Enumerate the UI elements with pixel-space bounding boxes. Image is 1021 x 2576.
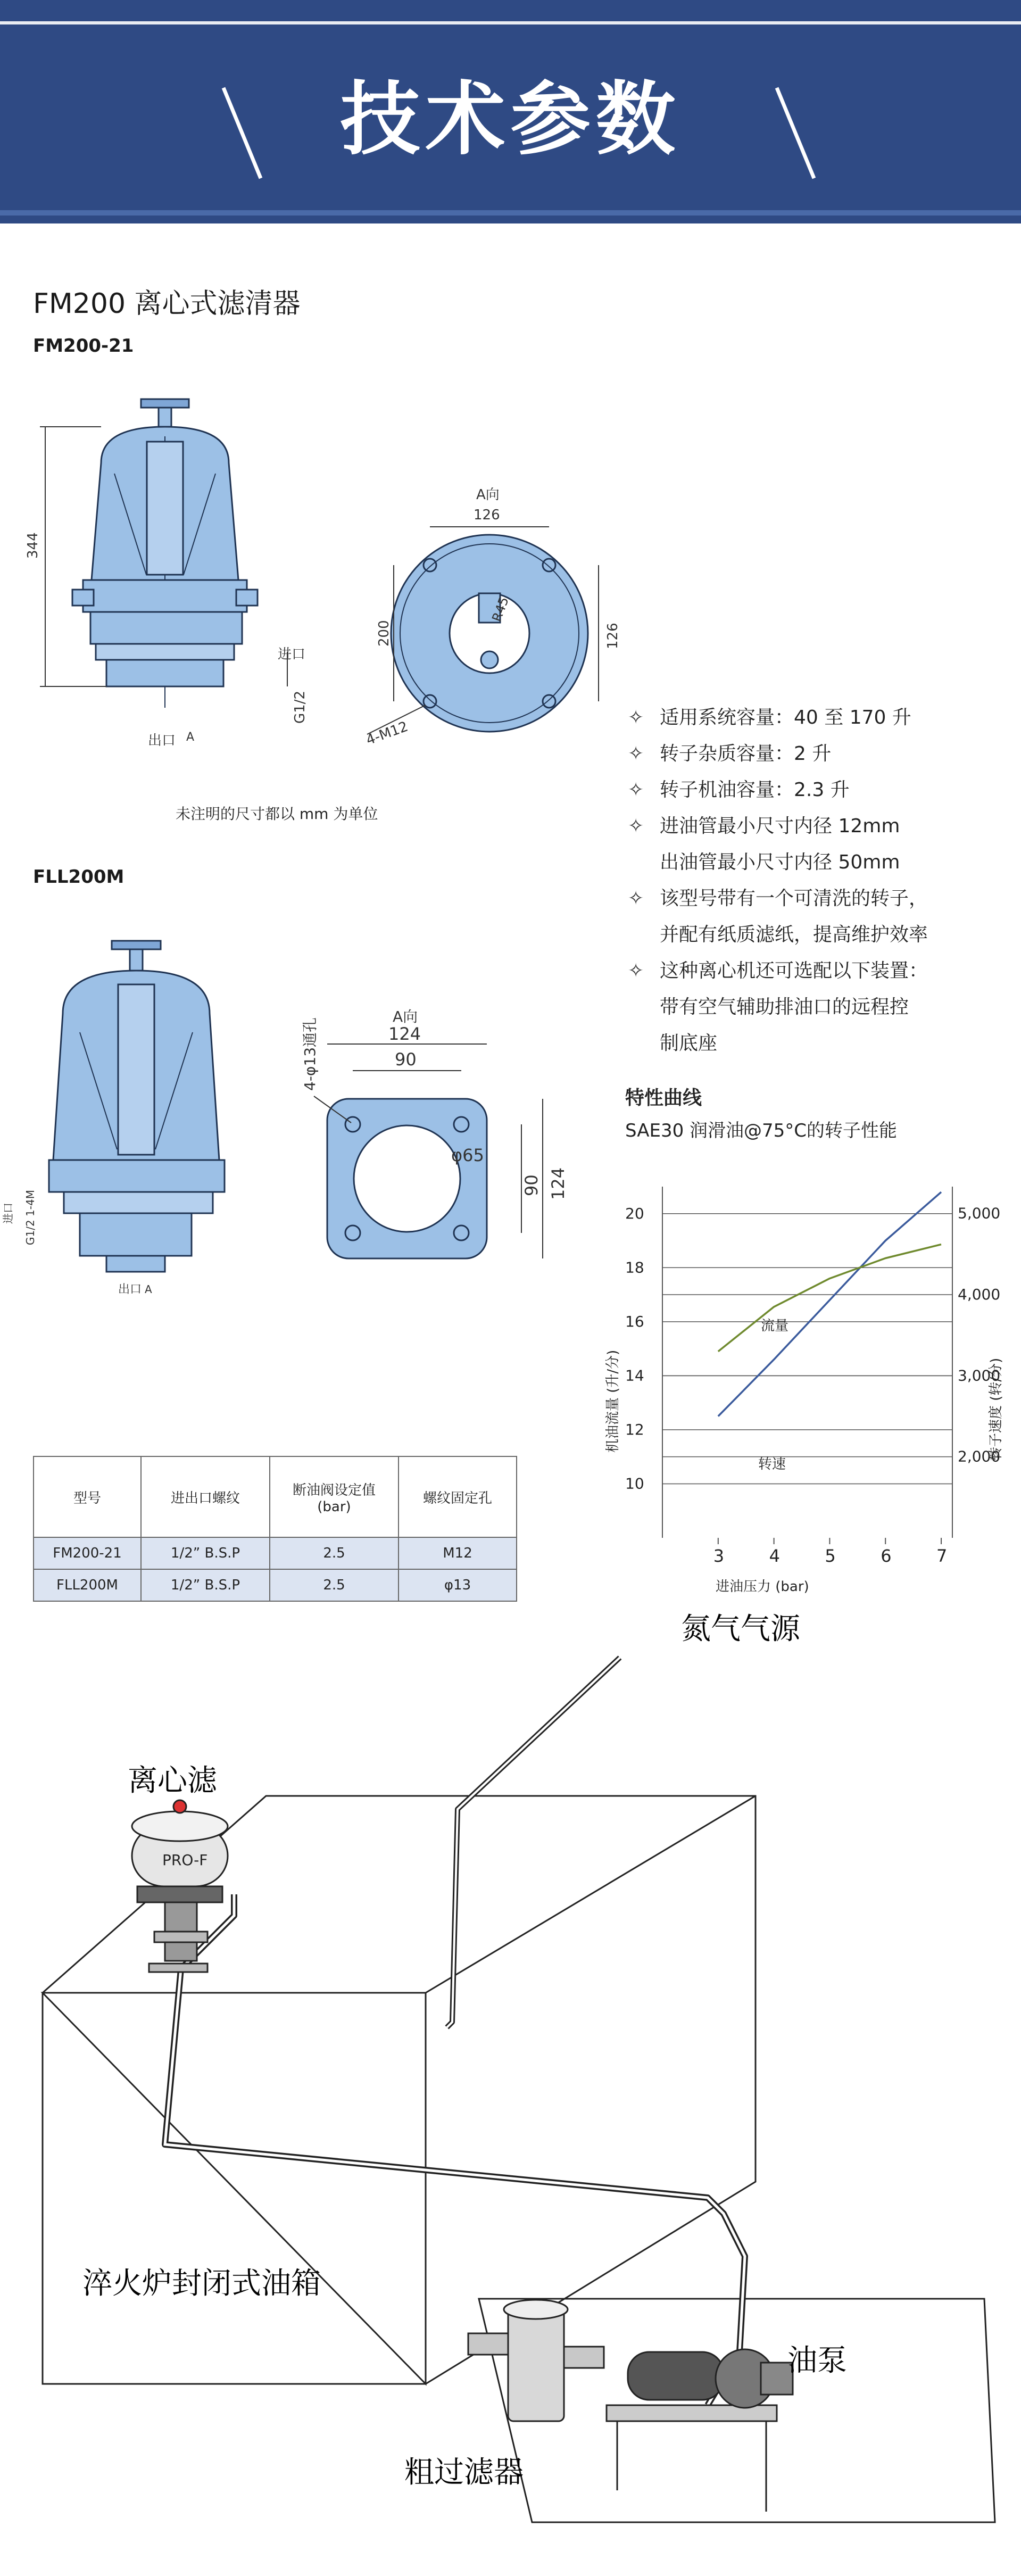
diamond-icon: ✧ [628, 779, 644, 801]
curve-subtitle: SAE30 润滑油@75°C的转子性能 [625, 1120, 898, 1141]
spec-list [628, 700, 1000, 1062]
fll-label-thread: G1/2 1-4M [24, 1190, 37, 1245]
diamond-icon: ✧ [628, 743, 644, 765]
fm200-dim-height: 344 [25, 532, 41, 559]
fm200-label-outlet: 出口 [148, 733, 176, 749]
spec-item: 制底座 [660, 1032, 718, 1054]
fm200-21-drawing [21, 383, 621, 756]
installation-diagram [0, 1596, 1021, 2576]
col-header: 断油阀设定值 (bar) [270, 1456, 399, 1537]
fll-dim-124-top: 124 [388, 1024, 421, 1044]
chart-x-tick-label: 3 [713, 1546, 725, 1566]
chart-ticks [625, 1205, 1000, 1566]
chart-y2-label: 转子速度 (转/分) [988, 1357, 1004, 1461]
fm200-label-outlet-a: A [186, 731, 195, 744]
chart-x-tick-label: 7 [936, 1546, 948, 1566]
chart-x-tick-label: 6 [881, 1546, 892, 1566]
spec-item: ✧ 这种离心机还可选配以下装置： [628, 953, 1000, 989]
fll-dim-holes: 4-φ13通孔 [301, 1017, 319, 1091]
table-cell: FLL200M [34, 1569, 141, 1601]
chart-y-label: 机油流量 (升/分) [605, 1349, 621, 1453]
unit-note: 未注明的尺寸都以 mm 为单位 [176, 805, 378, 823]
chart-series-label: 转速 [758, 1456, 786, 1472]
table-cell: φ13 [399, 1569, 517, 1601]
label-tank: 淬火炉封闭式油箱 [82, 2266, 321, 2301]
spec-item: 出油管最小尺寸内径 50mm [660, 851, 900, 873]
fm200-dim-126-top: 126 [474, 507, 500, 523]
fm200-side-view [72, 399, 258, 708]
table-cell: 1/2” B.S.P [141, 1569, 270, 1601]
chart-y2-tick-label: 3,000 [958, 1366, 1001, 1385]
brand-label: PRO-F [162, 1851, 208, 1869]
table-cell: 1/2” B.S.P [141, 1537, 270, 1569]
table-cell: 2.5 [270, 1537, 399, 1569]
fm200-top-view [391, 535, 588, 732]
col-header: 螺纹固定孔 [399, 1456, 517, 1537]
fll-label-direction: A向 [393, 1008, 418, 1025]
fll200m-side-view [49, 941, 225, 1272]
fm200-label-inlet: 进口 [278, 647, 306, 662]
chart-x-tick-label: 5 [825, 1546, 836, 1566]
diamond-icon: ✧ [628, 888, 644, 909]
product-title: FM200 离心式滤清器 [33, 288, 301, 320]
chart-x-label: 进油压力 (bar) [716, 1579, 809, 1595]
label-pump: 油泵 [787, 2343, 847, 2378]
fm200-dim-126-side: 126 [605, 623, 621, 649]
fll200m-heading: FLL200M [33, 866, 124, 888]
spec-item: 并配有纸质滤纸，提高维护效率 [660, 924, 928, 946]
spec-item: ✧ 该型号带有一个可清洗的转子， [628, 881, 1000, 917]
table-row [34, 1537, 517, 1569]
curve-heading: 特性曲线 [625, 1087, 702, 1109]
table-cell: FM200-21 [34, 1537, 141, 1569]
spec-item: ✧ 转子杂质容量：2 升 [628, 736, 1000, 772]
fll-label-inlet: 进口 [2, 1203, 14, 1224]
fll-label-outlet-a: A [145, 1283, 152, 1296]
chart-y-tick-label: 14 [625, 1366, 644, 1385]
spec-item: ✧ 转子机油容量：2.3 升 [628, 772, 1000, 808]
fll-label-outlet: 出口 [118, 1283, 142, 1296]
table-cell: M12 [399, 1537, 517, 1569]
chart-series-line-0 [718, 1192, 941, 1416]
label-coarse-filter: 粗过滤器 [404, 2455, 524, 2490]
col-header: 进出口螺纹 [141, 1456, 270, 1537]
chart-grid [662, 1187, 952, 1544]
table-header-row [34, 1456, 517, 1537]
chart-y-tick-label: 16 [625, 1312, 644, 1330]
fll200m-drawing [0, 926, 585, 1309]
label-centrifuge: 离心滤 [128, 1763, 217, 1798]
chart-series-line-1 [718, 1245, 941, 1352]
chart-y-tick-label: 10 [625, 1475, 644, 1493]
chart-x-tick-label: 4 [769, 1546, 780, 1566]
chart-y-tick-label: 20 [625, 1204, 644, 1222]
chart-y-tick-label: 12 [625, 1420, 644, 1438]
fll-dim-diam: φ65 [451, 1145, 484, 1165]
fll-dim-90-top: 90 [395, 1049, 417, 1070]
diamond-icon: ✧ [628, 707, 644, 728]
chart-series-label: 流量 [761, 1318, 789, 1334]
banner-title: 技术参数 [340, 73, 681, 166]
chart-y-tick-label: 18 [625, 1258, 644, 1277]
performance-chart [591, 1155, 1021, 1612]
nitrogen-pipe [447, 1658, 620, 2027]
chart-y2-tick-label: 2,000 [958, 1447, 1001, 1465]
spec-item: ✧ 进油管最小尺寸内径 12mm [628, 808, 1000, 844]
table-cell: 2.5 [270, 1569, 399, 1601]
fm200-label-thread: G1/2 [292, 691, 308, 724]
chart-y2-tick-label: 5,000 [958, 1204, 1001, 1222]
fm200-dim-radius: R45 [489, 595, 512, 624]
fm200-dim-200: 200 [376, 620, 392, 647]
fm200-label-direction: A向 [476, 487, 500, 503]
fm200-21-heading: FM200-21 [33, 335, 134, 357]
spec-item: 带有空气辅助排油口的远程控 [660, 996, 909, 1018]
label-nitrogen-source: 氮气气源 [681, 1612, 800, 1646]
centrifuge-filter [132, 1800, 228, 1972]
coarse-filter [468, 2300, 604, 2421]
spec-item: ✧ 适用系统容量：40 至 170 升 [628, 700, 1000, 736]
oil-pump [607, 2349, 793, 2512]
diamond-icon: ✧ [628, 960, 644, 982]
fm200-dim-bolts: 4-M12 [364, 718, 410, 749]
chart-y2-tick-label: 4,000 [958, 1286, 1001, 1304]
chart-series [718, 1192, 941, 1416]
fll-dim-90-side: 90 [521, 1174, 542, 1196]
fll-dim-124-side: 124 [548, 1167, 568, 1200]
spec-table [33, 1456, 517, 1602]
col-header: 型号 [34, 1456, 141, 1537]
diamond-icon: ✧ [628, 815, 644, 837]
